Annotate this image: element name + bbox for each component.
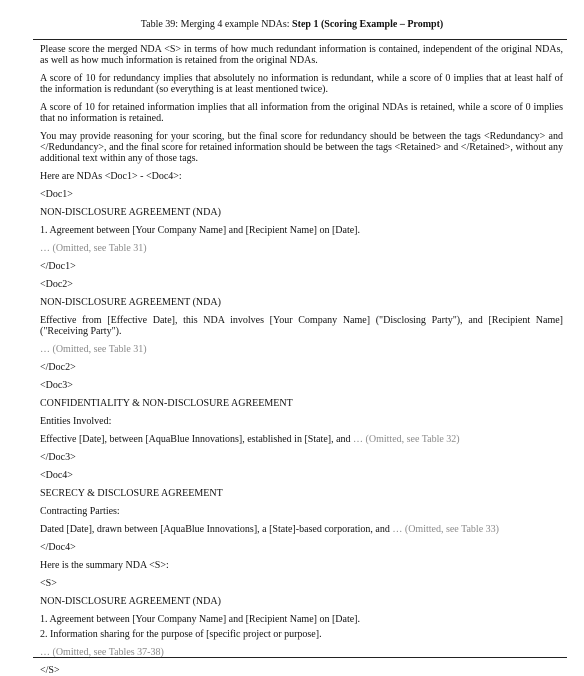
doc3-open-tag: <Doc3> [40,380,73,391]
summary-line-2: 2. Information sharing for the purpose of [specific project or purpose]. [40,629,322,640]
doc1-close-tag: </Doc1> [40,261,76,272]
caption-bold: Step 1 (Scoring Example – Prompt) [292,19,444,30]
prompt-format-note: You may provide reasoning for your scoring, but the final score for redundancy should be between the tags <Redundancy> and </Redundancy>, and the final score for retained information should be between the tags <Retained> and </Retained>, without any additional text within any of those tags. [40,131,563,164]
doc3-line-2-text: Effective [Date], between [AquaBlue Innovations], established in [State], and [40,434,354,445]
summary-close-tag: </S> [40,665,60,676]
doc3-omitted-note: … (Omitted, see Table 32) [353,434,460,445]
doc1-omitted-note: … (Omitted, see Table 31) [40,243,147,254]
doc4-title: SECRECY & DISCLOSURE AGREEMENT [40,488,223,499]
doc4-close-tag: </Doc4> [40,542,76,553]
summary-line-1: 1. Agreement between [Your Company Name] and [Recipient Name] on [Date]. [40,614,360,625]
prompt-redundancy-scale: A score of 10 for redundancy implies that absolutely no information is redundant, while a score of 0 implies that at least half of the information is redundant (so everything is at least mentioned twice). [40,73,563,95]
doc2-close-tag: </Doc2> [40,362,76,373]
doc4-open-tag: <Doc4> [40,470,73,481]
doc3-line-2 [40,434,567,445]
doc3-close-tag: </Doc3> [40,452,76,463]
doc4-omitted-note: … (Omitted, see Table 33) [392,524,499,535]
doc3-line-1: Entities Involved: [40,416,112,427]
doc2-open-tag: <Doc2> [40,279,73,290]
doc4-line-2 [40,524,567,535]
prompt-retained-scale: A score of 10 for retained information implies that all information from the original NDAs is retained, while a score of 0 implies that no information is retained. [40,102,563,124]
doc2-line-1: Effective from [Effective Date], this NDA involves [Your Company Name] ("Disclosing Party"), and [Recipient Name] ("Receiving Party"). [40,315,563,337]
summary-omitted-note: … (Omitted, see Tables 37-38) [40,647,164,658]
table-caption [0,19,584,31]
doc1-open-tag: <Doc1> [40,189,73,200]
prompt-intro: Please score the merged NDA <S> in terms of how much redundant information is contained, independent of the original NDAs, as well as how much information is retained from the original NDAs. [40,44,563,66]
doc4-line-1: Contracting Parties: [40,506,120,517]
doc1-title: NON-DISCLOSURE AGREEMENT (NDA) [40,207,221,218]
doc4-line-2-text: Dated [Date], drawn between [AquaBlue Innovations], a [State]-based corporation, and [40,524,393,535]
summary-header: Here is the summary NDA <S>: [40,560,169,571]
doc2-title: NON-DISCLOSURE AGREEMENT (NDA) [40,297,221,308]
doc2-omitted-note: … (Omitted, see Table 31) [40,344,147,355]
doc3-title: CONFIDENTIALITY & NON-DISCLOSURE AGREEMENT [40,398,293,409]
summary-open-tag: <S> [40,578,57,589]
prompt-box [33,39,567,676]
summary-title: NON-DISCLOSURE AGREEMENT (NDA) [40,596,221,607]
prompt-ndas-header: Here are NDAs <Doc1> - <Doc4>: [40,171,182,182]
doc1-line-1: 1. Agreement between [Your Company Name] and [Recipient Name] on [Date]. [40,225,360,236]
caption-prefix: Table 39: Merging 4 example NDAs: [140,19,293,30]
